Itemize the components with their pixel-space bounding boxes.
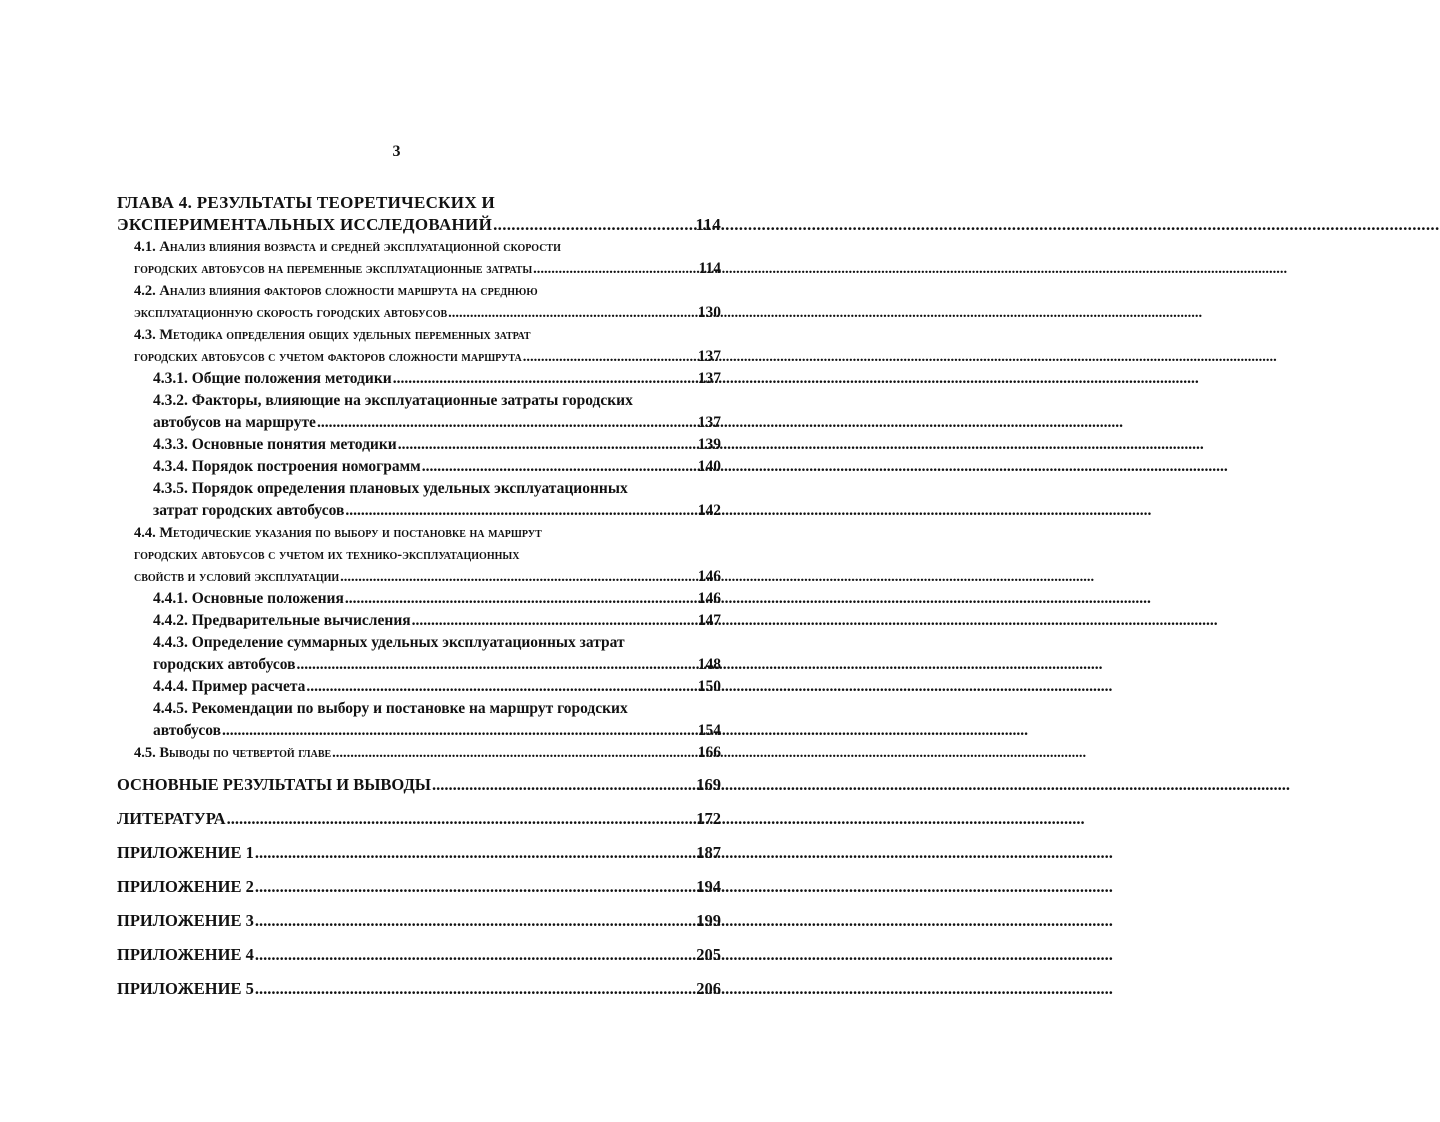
toc-appendix-5[interactable] bbox=[117, 978, 721, 1000]
leader-dots bbox=[255, 910, 695, 932]
subsection-title: 4.3.3. Основные понятия методики bbox=[153, 436, 397, 453]
leader-dots bbox=[345, 500, 696, 522]
subsection-title-line2: автобусов на маршруте bbox=[153, 414, 316, 431]
page-ref: 137 bbox=[697, 348, 721, 365]
chapter-title-line2: ЭКСПЕРИМЕНТАЛЬНЫХ ИССЛЕДОВАНИЙ bbox=[117, 215, 493, 234]
table-of-contents bbox=[117, 192, 721, 1000]
toc-subsection-4-4-2[interactable] bbox=[117, 610, 721, 632]
section-title-line1: 4.1. Анализ влияния возраста и средней эксплуатационной скорости bbox=[134, 239, 561, 255]
leader-dots bbox=[393, 368, 697, 390]
toc-subsection-4-3-5[interactable] bbox=[117, 478, 721, 522]
leader-dots bbox=[255, 842, 695, 864]
leader-dots bbox=[523, 346, 697, 368]
toc-subsection-4-3-2[interactable] bbox=[117, 390, 721, 434]
page-ref: 206 bbox=[696, 979, 721, 998]
page-ref: 199 bbox=[696, 911, 721, 930]
page-ref: 137 bbox=[697, 414, 721, 431]
leader-dots bbox=[227, 808, 696, 830]
leader-dots bbox=[432, 774, 695, 796]
toc-subsection-4-3-3[interactable] bbox=[117, 434, 721, 456]
subsection-title-line1: 4.3.5. Порядок определения плановых удельных эксплуатационных bbox=[153, 480, 628, 497]
toc-section-4-3[interactable] bbox=[117, 324, 721, 368]
page-ref: 148 bbox=[697, 656, 721, 673]
page-ref: 147 bbox=[697, 612, 721, 629]
page-ref: 140 bbox=[697, 458, 721, 475]
leader-dots bbox=[317, 412, 697, 434]
subsection-title: 4.3.1. Общие положения методики bbox=[153, 370, 392, 387]
section-title-line1: 4.2. Анализ влияния факторов сложности маршрута на среднюю bbox=[134, 283, 538, 299]
page-ref: 130 bbox=[697, 304, 721, 321]
entry-title: ОСНОВНЫЕ РЕЗУЛЬТАТЫ И ВЫВОДЫ bbox=[117, 775, 431, 794]
page-ref: 114 bbox=[698, 260, 721, 277]
page-number: 3 bbox=[392, 143, 401, 160]
section-title-line3: свойств и условий эксплуатации bbox=[134, 569, 340, 585]
section-title-line1: 4.4. Методические указания по выбору и постановке на маршрут bbox=[134, 525, 542, 541]
page-ref: 187 bbox=[696, 843, 721, 862]
toc-subsection-4-3-1[interactable] bbox=[117, 368, 721, 390]
page-ref: 154 bbox=[697, 722, 721, 739]
page-ref: 166 bbox=[697, 744, 721, 761]
leader-dots bbox=[422, 456, 697, 478]
leader-dots bbox=[345, 588, 697, 610]
toc-appendix-4[interactable] bbox=[117, 944, 721, 966]
section-title-line2: городских автобусов с учетом факторов сложности маршрута bbox=[134, 349, 522, 365]
leader-dots bbox=[296, 654, 696, 676]
page-ref: 139 bbox=[697, 436, 721, 453]
page-ref: 142 bbox=[697, 502, 721, 519]
toc-subsection-4-4-4[interactable] bbox=[117, 676, 721, 698]
subsection-title-line2: городских автобусов bbox=[153, 656, 296, 673]
subsection-title: 4.3.4. Порядок построения номограмм bbox=[153, 458, 421, 475]
leader-dots bbox=[306, 676, 696, 698]
subsection-title-line2: затрат городских автобусов bbox=[153, 502, 345, 519]
section-title-line2: эксплуатационную скорость городских автобусов bbox=[134, 305, 448, 321]
toc-section-4-2[interactable] bbox=[117, 280, 721, 324]
toc-appendix-3[interactable] bbox=[117, 910, 721, 932]
toc-appendix-1[interactable] bbox=[117, 842, 721, 864]
toc-literature[interactable] bbox=[117, 808, 721, 830]
toc-main-results[interactable] bbox=[117, 774, 721, 796]
leader-dots bbox=[255, 944, 695, 966]
leader-dots bbox=[332, 742, 697, 764]
section-title-line1: 4.3. Методика определения общих удельных переменных затрат bbox=[134, 327, 531, 343]
page-ref: 114 bbox=[695, 215, 721, 234]
leader-dots bbox=[533, 258, 697, 280]
toc-subsection-4-3-4[interactable] bbox=[117, 456, 721, 478]
subsection-title-line1: 4.3.2. Факторы, влияющие на эксплуатационные затраты городских bbox=[153, 392, 633, 409]
page-ref: 172 bbox=[696, 809, 721, 828]
leader-dots bbox=[255, 978, 695, 1000]
subsection-title-line2: автобусов bbox=[153, 722, 221, 739]
section-title: 4.5. Выводы по четвертой главе bbox=[134, 745, 332, 761]
page-ref: 205 bbox=[696, 945, 721, 964]
entry-title: ПРИЛОЖЕНИЕ 5 bbox=[117, 979, 254, 998]
subsection-title-line1: 4.4.3. Определение суммарных удельных эксплуатационных затрат bbox=[153, 634, 625, 651]
leader-dots bbox=[493, 214, 694, 236]
entry-title: ПРИЛОЖЕНИЕ 2 bbox=[117, 877, 254, 896]
subsection-title: 4.4.4. Пример расчета bbox=[153, 678, 306, 695]
section-title-line2: городских автобусов на переменные эксплуатационные затраты bbox=[134, 261, 533, 277]
entry-title: ЛИТЕРАТУРА bbox=[117, 809, 226, 828]
chapter-title-line1: ГЛАВА 4. РЕЗУЛЬТАТЫ ТЕОРЕТИЧЕСКИХ И bbox=[117, 193, 495, 212]
toc-subsection-4-4-5[interactable] bbox=[117, 698, 721, 742]
toc-chapter-4[interactable] bbox=[117, 192, 721, 236]
section-title-line2: городских автобусов с учетом их технико-эксплуатационных bbox=[134, 547, 520, 563]
leader-dots bbox=[222, 720, 697, 742]
leader-dots bbox=[412, 610, 697, 632]
entry-title: ПРИЛОЖЕНИЕ 3 bbox=[117, 911, 254, 930]
entry-title: ПРИЛОЖЕНИЕ 1 bbox=[117, 843, 254, 862]
subsection-title: 4.4.1. Основные положения bbox=[153, 590, 344, 607]
leader-dots bbox=[340, 566, 697, 588]
toc-section-4-5[interactable] bbox=[117, 742, 721, 764]
leader-dots bbox=[398, 434, 697, 456]
toc-section-4-4[interactable] bbox=[117, 522, 721, 588]
page-ref: 150 bbox=[697, 678, 721, 695]
leader-dots bbox=[255, 876, 695, 898]
page-ref: 169 bbox=[696, 775, 721, 794]
subsection-title: 4.4.2. Предварительные вычисления bbox=[153, 612, 411, 629]
subsection-title-line1: 4.4.5. Рекомендации по выбору и постановке на маршрут городских bbox=[153, 700, 628, 717]
page-ref: 194 bbox=[696, 877, 721, 896]
entry-title: ПРИЛОЖЕНИЕ 4 bbox=[117, 945, 254, 964]
page-ref: 146 bbox=[697, 568, 721, 585]
toc-appendix-2[interactable] bbox=[117, 876, 721, 898]
toc-subsection-4-4-1[interactable] bbox=[117, 588, 721, 610]
toc-section-4-1[interactable] bbox=[117, 236, 721, 280]
page-ref: 146 bbox=[697, 590, 721, 607]
page-ref: 137 bbox=[697, 370, 721, 387]
toc-subsection-4-4-3[interactable] bbox=[117, 632, 721, 676]
leader-dots bbox=[448, 302, 697, 324]
